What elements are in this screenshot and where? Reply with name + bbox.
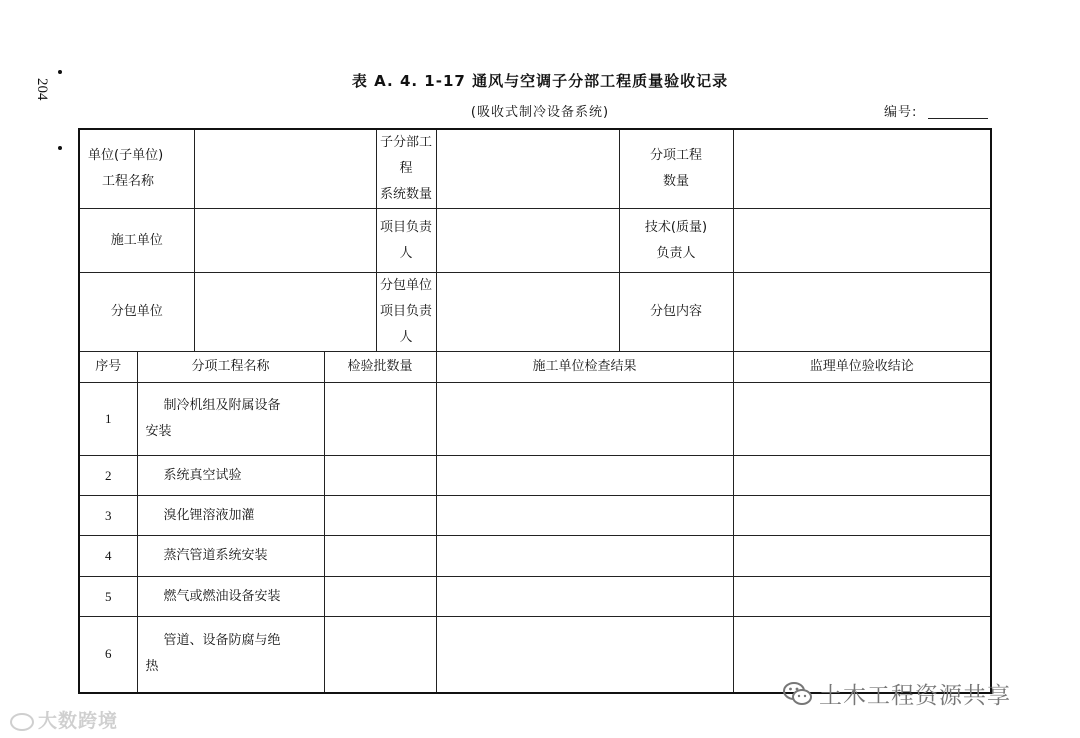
watermark-left: 大数跨境: [10, 706, 118, 733]
unit-name-value[interactable]: [194, 129, 376, 209]
subcontractor-value[interactable]: [194, 273, 376, 352]
item-no: 1: [79, 383, 137, 456]
watermark-right: 土木工程资源共享: [783, 677, 1011, 713]
item-count-label: 分项工程 数量: [619, 129, 733, 209]
wechat-icon: [783, 681, 813, 713]
subsection-count-label: 子分部工程 系统数量: [376, 129, 436, 209]
project-lead-label: 项目负责人: [376, 209, 436, 273]
sub-content-value[interactable]: [733, 273, 991, 352]
item-name: 系统真空试验: [137, 456, 324, 496]
acceptance-record-table: [78, 128, 992, 694]
item-no: 2: [79, 456, 137, 496]
tech-lead-value[interactable]: [733, 209, 991, 273]
contractor-label: 施工单位: [79, 209, 194, 273]
sub-lead-value[interactable]: [436, 273, 619, 352]
supervisor-conclusion-cell[interactable]: [733, 577, 991, 617]
brand-logo-icon: [10, 713, 34, 731]
item-no: 4: [79, 536, 137, 577]
contractor-result-cell[interactable]: [436, 617, 733, 693]
col-header-supervisor-conclusion: 监理单位验收结论: [733, 352, 991, 383]
item-name: 蒸汽管道系统安装: [137, 536, 324, 577]
table-row: [79, 496, 991, 536]
page-number: 204: [34, 78, 50, 101]
item-name: 燃气或燃油设备安装: [137, 577, 324, 617]
col-header-batch-count: 检验批数量: [324, 352, 436, 383]
supervisor-conclusion-cell[interactable]: [733, 496, 991, 536]
item-name: 溴化锂溶液加灌: [137, 496, 324, 536]
item-count-value[interactable]: [733, 129, 991, 209]
project-lead-value[interactable]: [436, 209, 619, 273]
col-header-item-name: 分项工程名称: [137, 352, 324, 383]
item-no: 5: [79, 577, 137, 617]
contractor-result-cell[interactable]: [436, 577, 733, 617]
batch-count-cell[interactable]: [324, 383, 436, 456]
batch-count-cell[interactable]: [324, 577, 436, 617]
number-label: 编号:: [884, 105, 918, 120]
batch-count-cell[interactable]: [324, 456, 436, 496]
table-subtitle: (吸收式制冷设备系统): [470, 105, 610, 120]
item-name: 制冷机组及附属设备 安装: [137, 383, 324, 456]
margin-dot-bottom: [58, 146, 62, 150]
contractor-value[interactable]: [194, 209, 376, 273]
item-name: 管道、设备防腐与绝 热: [137, 617, 324, 693]
item-no: 3: [79, 496, 137, 536]
col-header-contractor-result: 施工单位检查结果: [436, 352, 733, 383]
contractor-result-cell[interactable]: [436, 383, 733, 456]
col-header-no: 序号: [79, 352, 137, 383]
table-row: [79, 536, 991, 577]
table-row: [79, 577, 991, 617]
supervisor-conclusion-cell[interactable]: [733, 456, 991, 496]
contractor-result-cell[interactable]: [436, 496, 733, 536]
table-title: 表 A. 4. 1-17 通风与空调子分部工程质量验收记录: [351, 72, 729, 90]
batch-count-cell[interactable]: [324, 536, 436, 577]
subsection-count-value[interactable]: [436, 129, 619, 209]
item-no: 6: [79, 617, 137, 693]
table-row: [79, 383, 991, 456]
contractor-result-cell[interactable]: [436, 536, 733, 577]
number-blank-line: [928, 118, 988, 119]
batch-count-cell[interactable]: [324, 496, 436, 536]
table-row: [79, 456, 991, 496]
sub-lead-label: 分包单位 项目负责人: [376, 273, 436, 352]
supervisor-conclusion-cell[interactable]: [733, 383, 991, 456]
unit-name-label: 单位(子单位) 工程名称: [79, 129, 194, 209]
tech-lead-label: 技术(质量) 负责人: [619, 209, 733, 273]
batch-count-cell[interactable]: [324, 617, 436, 693]
sub-content-label: 分包内容: [619, 273, 733, 352]
contractor-result-cell[interactable]: [436, 456, 733, 496]
supervisor-conclusion-cell[interactable]: [733, 536, 991, 577]
subcontractor-label: 分包单位: [79, 273, 194, 352]
